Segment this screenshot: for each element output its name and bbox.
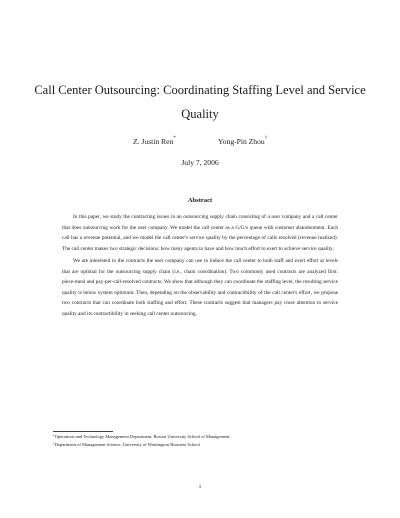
footnote-1 — [53, 433, 353, 441]
author-1-name: Z. Justin Ren — [133, 137, 174, 146]
footnote-2-text: Department of Management Science, University of Washington Business School — [54, 441, 200, 447]
abstract-paragraph-1: In this paper, we study the contracting issues in an outsourcing supply chain consisting of a user company and a call center that does outsourcing work for the user company. We model the call center as a G/G/s queue with customer abandonment. Each call has a revenue potential, and we model the call center's service quality by the percentage of calls resolved (revenue realized). The call center makes two strategic decisions: how many agents to have and how much effort to exert to achieve service quality. — [62, 214, 338, 252]
author-2-name: Yong-Pin Zhou — [218, 137, 265, 146]
paper-date: July 7, 2006 — [181, 158, 219, 167]
author-2 — [218, 137, 267, 146]
page-number: 1 — [198, 484, 202, 490]
author-1-mark: * — [173, 136, 176, 141]
footnote-divider — [53, 431, 113, 432]
footnote-2 — [53, 441, 353, 449]
author-2-mark: † — [264, 136, 268, 141]
paper-title: Call Center Outsourcing: Coordinating Staffing Level and Service Quality — [34, 83, 366, 121]
footnote-2-mark: † — [53, 441, 55, 446]
footnote-1-text: Operations and Technology Management Department, Boston University School of Management. — [54, 434, 231, 439]
footnotes — [53, 433, 353, 448]
author-1 — [133, 137, 176, 146]
footnote-1-mark: * — [53, 434, 55, 438]
abstract-heading: Abstract — [187, 197, 213, 204]
abstract-body — [62, 212, 338, 321]
abstract-paragraph-2: We are interested in the contracts the user company can use to induce the call center to both staff and exert effort at levels that are optimal for the outsourcing supply chain (i.e., chain coordination). Two commonly used contracts are analyzed first: piece-meal and pay-per-call-resolved contracts. We show that although they can coordinate the staffing level, the resulting service quality is below system optimum. Then, depending on the observability and contractibility of the call center's effort, we propose two contracts that can coordinate both staffing and effort. These contracts suggest that managers pay close attention to service quality and its contractibility in seeking call center outsourcing. — [62, 258, 338, 317]
